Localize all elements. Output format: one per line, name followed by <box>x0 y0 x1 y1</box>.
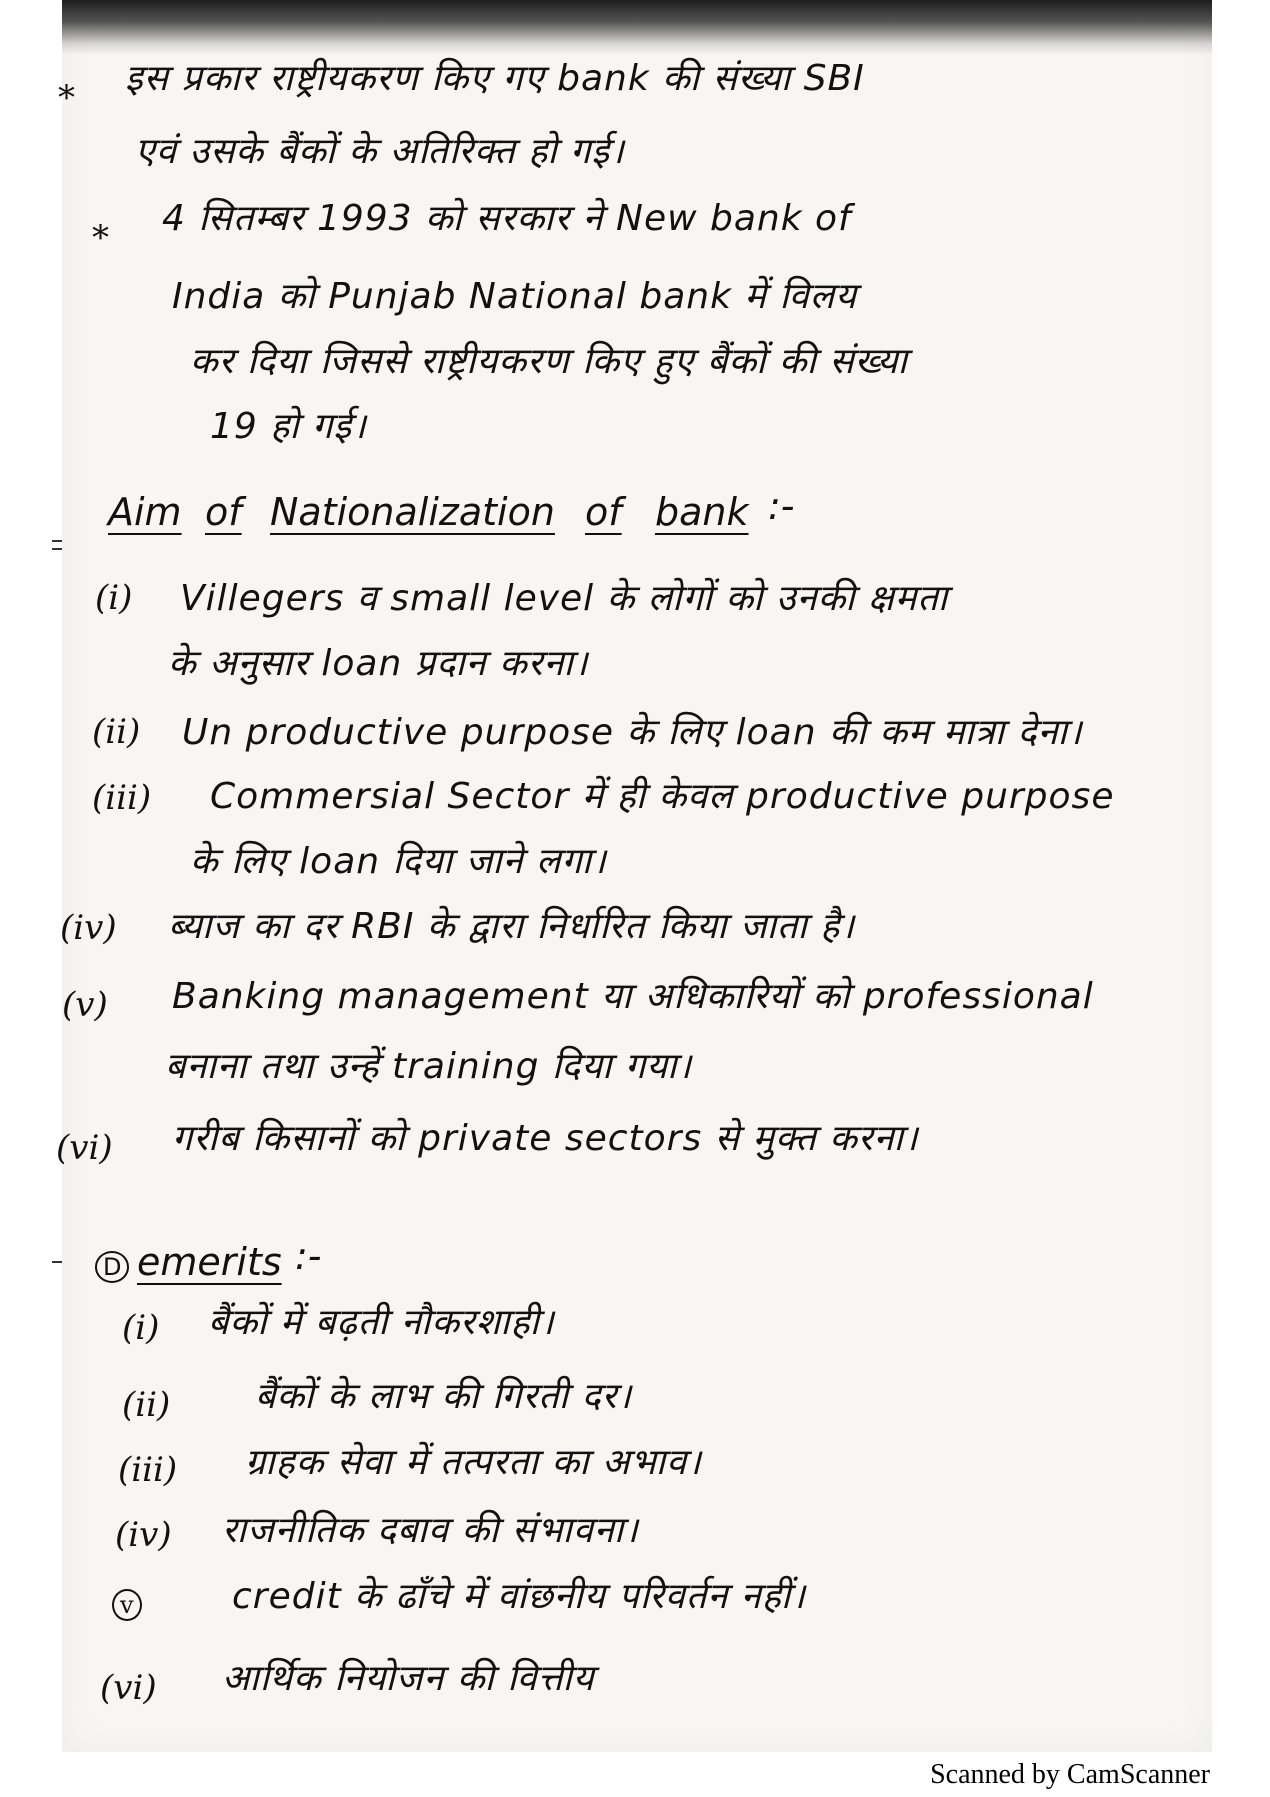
list-marker: (i) <box>122 1308 160 1348</box>
intro-line: 19 हो गई। <box>210 406 367 447</box>
demerit-item: credit के ढाँचे में वांछनीय परिवर्तन नहीं। <box>232 1576 806 1617</box>
list-marker: (ii) <box>92 712 141 752</box>
list-marker: (iv) <box>60 908 117 948</box>
demerits-heading-suffix: :- <box>295 1234 322 1278</box>
intro-line: India को Punjab National bank में विलय <box>172 276 857 317</box>
aim-heading-word: Nationalization <box>270 490 555 534</box>
intro-line: 4 सितम्बर 1993 को सरकार ने New bank of <box>162 198 852 239</box>
list-marker: (ii) <box>122 1385 171 1425</box>
aim-heading-word: bank <box>655 490 749 534</box>
list-marker: (vi) <box>100 1668 157 1708</box>
intro-line: इस प्रकार राष्ट्रीयकरण किए गए bank की संख्या SBI <box>125 58 865 99</box>
margin-tick <box>52 548 62 550</box>
aim-item: Villegers व small level के लोगों को उनकी क्षमता <box>180 578 949 619</box>
demerit-item: ग्राहक सेवा में तत्परता का अभाव। <box>245 1442 702 1483</box>
aim-heading-word: Aim <box>108 490 182 534</box>
aim-item: बनाना तथा उन्हें training दिया गया। <box>165 1046 693 1087</box>
scan-top-shadow <box>62 0 1212 55</box>
list-marker <box>112 1582 142 1622</box>
aim-heading-word: of <box>585 490 622 534</box>
aim-item: Un productive purpose के लिए loan की कम मात्रा देना। <box>182 712 1083 753</box>
aim-item: के लिए loan दिया जाने लगा। <box>190 841 607 882</box>
aim-heading-word: of <box>205 490 242 534</box>
list-marker: (iv) <box>115 1515 172 1555</box>
aim-heading-suffix: :- <box>768 484 795 528</box>
demerit-item: राजनीतिक दबाव की संभावना। <box>222 1510 639 1551</box>
bullet-star: * <box>58 78 75 118</box>
aim-item: गरीब किसानों को private sectors से मुक्त करना। <box>172 1118 919 1159</box>
demerit-item: आर्थिक नियोजन की वित्तीय <box>222 1658 595 1699</box>
demerits-heading: emerits <box>137 1240 282 1284</box>
aim-item: के अनुसार loan प्रदान करना। <box>168 643 589 684</box>
list-marker: (v) <box>62 985 108 1025</box>
list-marker: (vi) <box>56 1128 113 1168</box>
margin-tick <box>52 1261 62 1263</box>
intro-line: एवं उसके बैंकों के अतिरिक्त हो गई। <box>135 131 625 172</box>
demerit-item: बैंकों में बढ़ती नौकरशाही। <box>208 1302 555 1343</box>
list-marker: (iii) <box>92 778 152 818</box>
list-marker: (iii) <box>118 1450 178 1490</box>
scanner-watermark: Scanned by CamScanner <box>930 1759 1210 1790</box>
intro-line: कर दिया जिससे राष्ट्रीयकरण किए हुए बैंकों की संख्या <box>190 341 908 382</box>
list-marker: (i) <box>95 578 133 618</box>
circled-number: v <box>112 1589 142 1621</box>
demerits-heading-number <box>95 1240 129 1284</box>
circled-number: D <box>95 1251 129 1283</box>
margin-tick <box>52 540 62 542</box>
aim-item: ब्याज का दर RBI के द्वारा निर्धारित किया जाता है। <box>168 906 855 947</box>
aim-item: Banking management या अधिकारियों को professional <box>172 976 1094 1017</box>
bullet-star: * <box>92 218 109 258</box>
demerit-item: बैंकों के लाभ की गिरती दर। <box>255 1376 633 1417</box>
aim-item: Commersial Sector में ही केवल productive purpose <box>210 776 1115 817</box>
